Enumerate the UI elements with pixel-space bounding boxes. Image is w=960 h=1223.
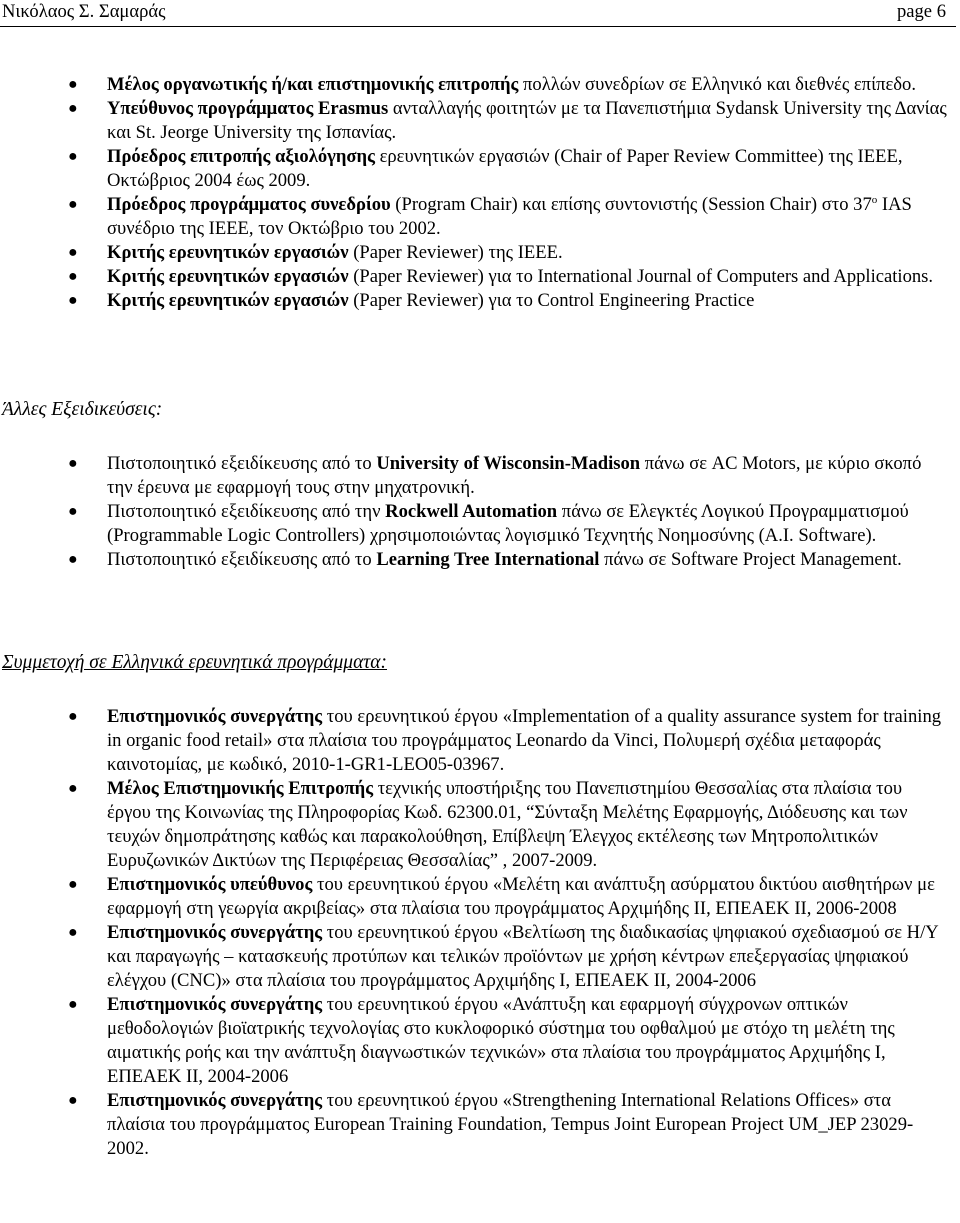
list-item bbox=[0, 873, 956, 921]
item-title: Επιστημονικός συνεργάτης bbox=[107, 922, 323, 943]
section-heading-other-specializations: Άλλες Εξειδικεύσεις: bbox=[2, 399, 163, 420]
bullet-icon: ● bbox=[68, 503, 78, 520]
item-text: του ερευνητικού έργου «Strengthening International Relations Offices» στα πλαίσια του προγράμματος European Training Foundation, Tempus Joint European Project UM_JEP 23029-2002. bbox=[107, 1090, 914, 1159]
list-item bbox=[0, 705, 956, 777]
bullet-icon: ● bbox=[68, 148, 78, 165]
item-text: του ερευνητικού έργου «Ανάπτυξη και εφαρμογή σύγχρονων οπτικών μεθοδολογιών βιοϊατρικής τεχνολογίας στο κυκλοφορικό σύστημα του οφθαλμού με στόχο τη μελέτη της αιματικής ροής και την ανάπτυξη διαγνωστικών τεχνικών» στα πλαίσια του προγράμματος Αρχιμήδης Ι, ΕΠΕΑΕΚ ΙΙ, 2004-2006 bbox=[107, 994, 895, 1087]
list-item bbox=[0, 73, 956, 97]
item-text: πάνω σε Ελεγκτές Λογικού Προγραμματισμού (Programmable Logic Controllers) χρησιμοποιώντας λογισμικό Τεχνητής Νοημοσύνης (A.I. Software). bbox=[107, 501, 909, 546]
item-text: IAS συνέδριο της IEEE, τον Οκτώβριο του 2002. bbox=[107, 194, 912, 239]
item-title: Learning Tree International bbox=[376, 549, 600, 570]
item-title: Μέλος Επιστημονικής Επιτροπής bbox=[107, 778, 374, 799]
bullet-icon: ● bbox=[68, 196, 78, 213]
list-item bbox=[0, 500, 956, 548]
list-item bbox=[0, 241, 956, 265]
item-title: Μέλος οργανωτικής ή/και επιστημονικής επιτροπής bbox=[107, 74, 519, 95]
page-header bbox=[0, 0, 956, 27]
list-item bbox=[0, 1089, 956, 1161]
bullet-icon: ● bbox=[68, 924, 78, 941]
bullet-icon: ● bbox=[68, 996, 78, 1013]
item-text: πάνω σε AC Motors, με κύριο σκοπό την έρευνα με εφαρμογή τους στην μηχατρονική. bbox=[107, 453, 922, 498]
item-text: ανταλλαγής φοιτητών με τα Πανεπιστήμια Sydansk University της Δανίας και St. Jeorge University της Ισπανίας. bbox=[107, 98, 947, 143]
list-item bbox=[0, 452, 956, 500]
item-title: Επιστημονικός συνεργάτης bbox=[107, 994, 323, 1015]
list-item bbox=[0, 548, 956, 572]
research-projects-list bbox=[0, 705, 956, 1161]
item-text: ερευνητικών εργασιών (Chair of Paper Review Committee) της IEEE, Οκτώβριος 2004 έως 2009. bbox=[107, 146, 903, 191]
item-title: Rockwell Automation bbox=[385, 501, 558, 522]
item-text: πάνω σε Software Project Management. bbox=[599, 549, 902, 570]
item-text: πολλών συνεδρίων σε Ελληνικό και διεθνές επίπεδο. bbox=[518, 74, 916, 95]
list-item bbox=[0, 193, 956, 241]
committees-list bbox=[0, 73, 956, 313]
section-heading-research-projects: Συμμετοχή σε Ελληνικά ερευνητικά προγράμματα: bbox=[2, 652, 388, 673]
item-text: (Program Chair) και επίσης συντονιστής (Session Chair) στο 37 bbox=[390, 194, 872, 215]
bullet-icon: ● bbox=[68, 551, 78, 568]
item-title: Επιστημονικός υπεύθυνος bbox=[107, 874, 313, 895]
list-item bbox=[0, 777, 956, 873]
item-text: του ερευνητικού έργου «Βελτίωση της διαδικασίας ψηφιακού σχεδιασμού σε Η/Υ και παραγωγής – κατασκευής προτύπων και τελικών προϊόντων με χρήση κέντρων επεξεργασίας ψηφιακού ελέγχου (CNC)» στα πλαίσια του προγράμματος Αρχιμήδης Ι, ΕΠΕΑΕΚ ΙΙ, 2004-2006 bbox=[107, 922, 938, 991]
committees-section bbox=[0, 73, 956, 313]
research-projects-section bbox=[0, 705, 956, 1161]
item-title: Πρόεδρος προγράμματος συνεδρίου bbox=[107, 194, 391, 215]
item-text: (Paper Reviewer) της IEEE. bbox=[348, 242, 563, 263]
item-title: Κριτής ερευνητικών εργασιών bbox=[107, 290, 349, 311]
item-title: University of Wisconsin-Madison bbox=[376, 453, 641, 474]
item-title: Κριτής ερευνητικών εργασιών bbox=[107, 266, 349, 287]
bullet-icon: ● bbox=[68, 708, 78, 725]
bullet-icon: ● bbox=[68, 780, 78, 797]
bullet-icon: ● bbox=[68, 1092, 78, 1109]
item-text: του ερευνητικού έργου «Implementation of a quality assurance system for training in organic food retail» στα πλαίσια του προγράμματος Leonardo da Vinci, Πολυμερή σχέδια μεταφοράς καινοτομίας, με κωδικό, 2010-1-GR1-LEO05-03967. bbox=[107, 706, 942, 775]
list-item bbox=[0, 921, 956, 993]
bullet-icon: ● bbox=[68, 100, 78, 117]
header-page-number: page 6 bbox=[896, 1, 946, 22]
item-text: Πιστοποιητικό εξειδίκευσης από το bbox=[107, 549, 377, 570]
list-item bbox=[0, 97, 956, 145]
item-title: Υπεύθυνος προγράμματος Erasmus bbox=[107, 98, 389, 119]
header-author: Νικόλαος Σ. Σαμαράς bbox=[2, 1, 166, 22]
bullet-icon: ● bbox=[68, 268, 78, 285]
list-item bbox=[0, 145, 956, 193]
certifications-section bbox=[0, 452, 956, 572]
item-text: τεχνικής υποστήριξης του Πανεπιστημίου Θεσσαλίας στα πλαίσια του έργου της Κοινωνίας της Πληροφορίας Κωδ. 62300.01, “Σύνταξη Μελέτης Εφαρμογής, Διόδευσης και των τευχών δημοπράτησης καθώς και παρακολούθηση, Επίβλεψη Έλεγχος εκτέλεσης των Μητροπολιτικών Ευρυζωνικών Δικτύων της Περιφέρειας Θεσσαλίας” , 2007-2009. bbox=[107, 778, 908, 871]
bullet-icon: ● bbox=[68, 244, 78, 261]
item-text: (Paper Reviewer) για το International Journal of Computers and Applications. bbox=[348, 266, 934, 287]
item-title: Επιστημονικός συνεργάτης bbox=[107, 706, 323, 727]
bullet-icon: ● bbox=[68, 876, 78, 893]
bullet-icon: ● bbox=[68, 455, 78, 472]
list-item bbox=[0, 993, 956, 1089]
item-text: του ερευνητικού έργου «Μελέτη και ανάπτυξη ασύρματου δικτύου αισθητήρων με εφαρμογή στη γεωργία ακριβείας» στα πλαίσια του προγράμματος Αρχιμήδης ΙΙ, ΕΠΕΑΕΚ ΙΙ, 2006-2008 bbox=[107, 874, 935, 919]
list-item bbox=[0, 265, 956, 289]
list-item bbox=[0, 289, 956, 313]
item-text: Πιστοποιητικό εξειδίκευσης από την bbox=[107, 501, 386, 522]
item-title: Επιστημονικός συνεργάτης bbox=[107, 1090, 323, 1111]
item-title: Πρόεδρος επιτροπής αξιολόγησης bbox=[107, 146, 375, 167]
bullet-icon: ● bbox=[68, 76, 78, 93]
bullet-icon: ● bbox=[68, 292, 78, 309]
item-title: Κριτής ερευνητικών εργασιών bbox=[107, 242, 349, 263]
item-text: Πιστοποιητικό εξειδίκευσης από το bbox=[107, 453, 377, 474]
item-text: (Paper Reviewer) για το Control Engineering Practice bbox=[348, 290, 755, 311]
item-superscript: ο bbox=[871, 193, 878, 206]
certifications-list bbox=[0, 452, 956, 572]
